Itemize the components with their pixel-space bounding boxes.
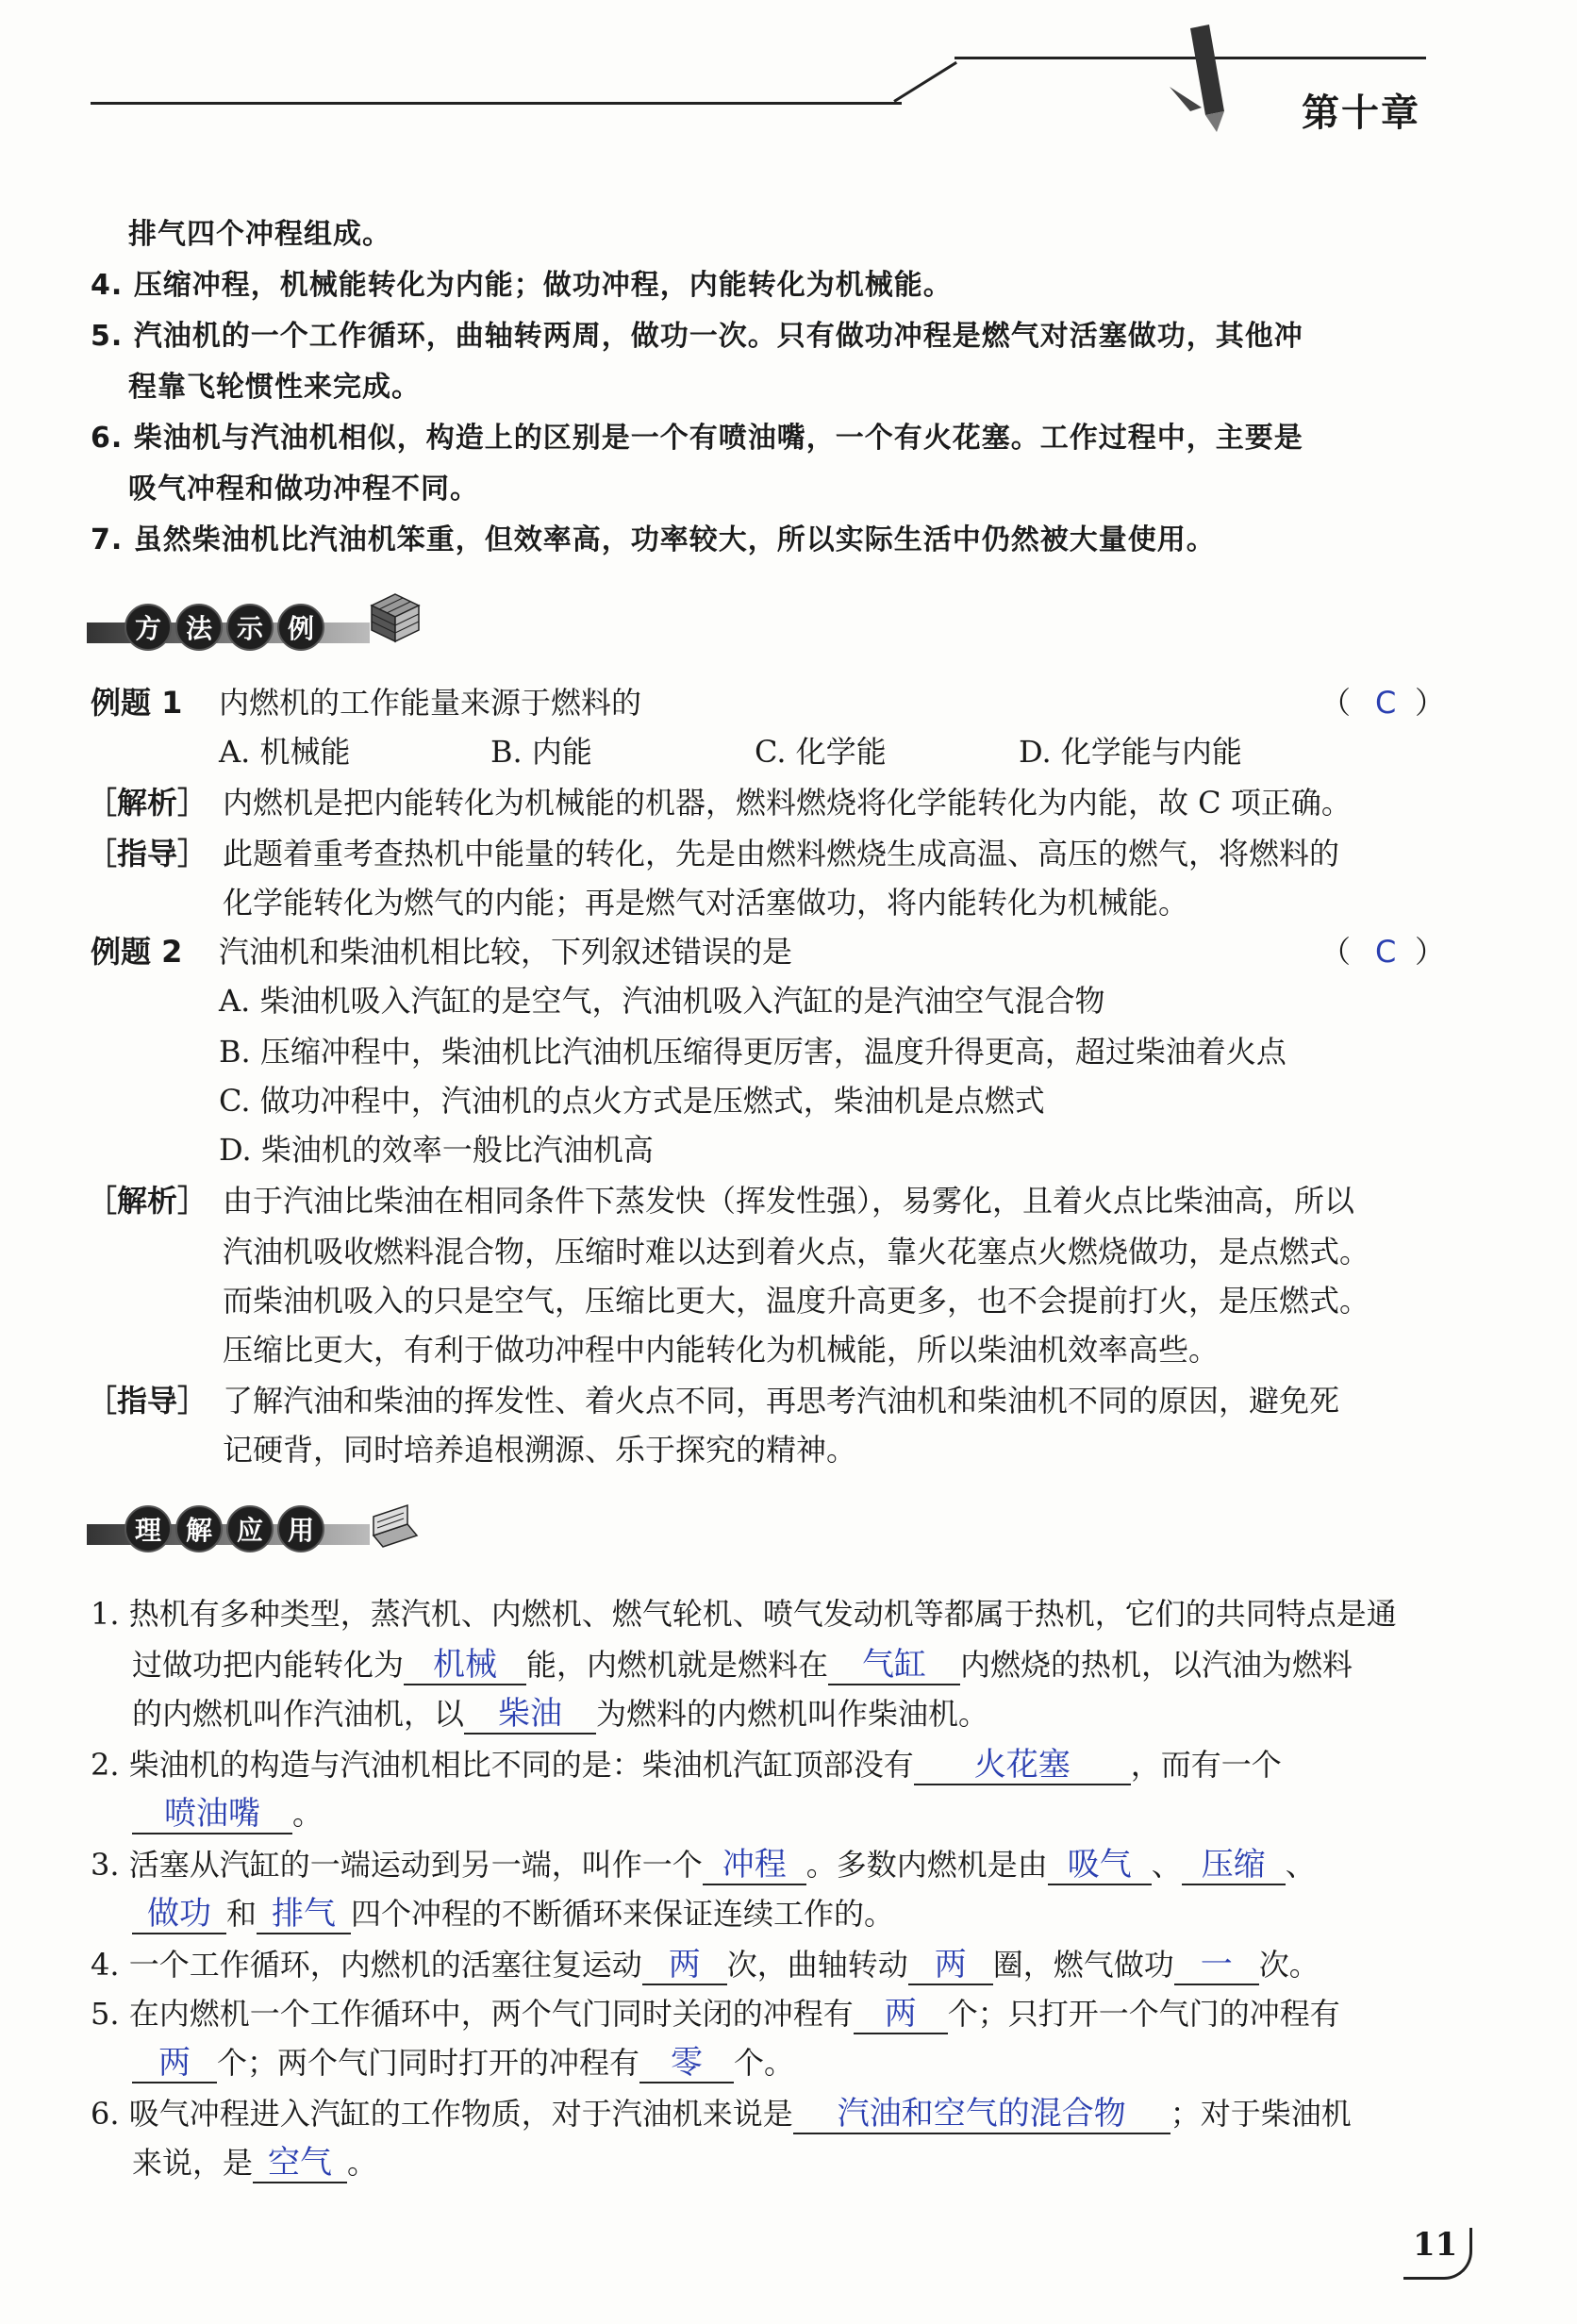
exercise-text: 来说，是 bbox=[132, 2145, 254, 2181]
summary-line: 7. 虽然柴油机比汽油机笨重，但效率高，功率较大，所以实际生活中仍然被大量使用。 bbox=[91, 523, 1216, 556]
example-1-answer: C bbox=[1375, 685, 1397, 721]
exercise-text: 的内燃机叫作汽油机，以 bbox=[132, 1696, 465, 1732]
answer-blank: 两 bbox=[854, 1995, 948, 2034]
exercise-text: 。多数内燃机是由 bbox=[805, 1847, 1048, 1883]
exercise-text: 、 bbox=[1285, 1847, 1316, 1883]
notebook-icon bbox=[370, 1498, 421, 1549]
example-2-option: C. 做功冲程中，汽油机的点火方式是压燃式，柴油机是点燃式 bbox=[219, 1083, 1045, 1119]
answer-blank: 两 bbox=[642, 1946, 727, 1985]
answer-paren-close: ） bbox=[1415, 685, 1446, 721]
section-banner-methods bbox=[87, 604, 370, 653]
answer-blank: 排气 bbox=[257, 1895, 351, 1934]
banner-char: 解 bbox=[175, 1505, 223, 1552]
summary-line: 5. 汽油机的一个工作循环，曲轴转两周，做功一次。只有做功冲程是燃气对活塞做功，其他冲 bbox=[91, 320, 1303, 353]
exercise-text: 圈，燃气做功 bbox=[992, 1947, 1174, 1983]
exercise-text: 四个冲程的不断循环来保证连续工作的。 bbox=[351, 1896, 895, 1932]
banner-char: 理 bbox=[124, 1505, 172, 1552]
banner-char: 例 bbox=[277, 604, 324, 651]
exercise-text: 个；只打开一个气门的冲程有 bbox=[947, 1996, 1340, 2032]
banner-char: 用 bbox=[277, 1505, 324, 1552]
example-2-option: A. 柴油机吸入汽缸的是空气，汽油机吸入汽缸的是汽油空气混合物 bbox=[219, 983, 1105, 1019]
exercise-text: 能，内燃机就是燃料在 bbox=[526, 1647, 829, 1683]
exercise-text: 5. 在内燃机一个工作循环中，两个气门同时关闭的冲程有 bbox=[91, 1996, 854, 2032]
answer-paren-open: （ bbox=[1320, 685, 1352, 721]
exercise-2-line bbox=[91, 1739, 1282, 1790]
chapter-title: 第十章 bbox=[1302, 91, 1420, 135]
exercise-text: 3. 活塞从汽缸的一端运动到另一端，叫作一个 bbox=[91, 1847, 703, 1883]
answer-blank: 吸气 bbox=[1048, 1846, 1152, 1885]
exercise-text: 6. 吸气冲程进入汽缸的工作物质，对于汽油机来说是 bbox=[91, 2096, 793, 2132]
guide-label: ［指导］ bbox=[87, 1383, 208, 1419]
answer-blank: 冲程 bbox=[703, 1846, 806, 1885]
exercise-6-line bbox=[91, 2088, 1352, 2139]
page-number: 11 bbox=[1413, 2226, 1458, 2264]
exercise-text: 。 bbox=[292, 1796, 324, 1832]
example-1-option: B. 内能 bbox=[490, 734, 592, 770]
exercise-text: ，而有一个 bbox=[1130, 1747, 1282, 1783]
exercise-3-line bbox=[132, 1888, 894, 1939]
exercise-5-line bbox=[91, 1988, 1340, 2039]
summary-line: 吸气冲程和做功冲程不同。 bbox=[128, 473, 479, 506]
example-2-label: 例题 2 bbox=[91, 934, 183, 970]
example-2-analysis-line: 而柴油机吸入的只是空气，压缩比更大，温度升高更多，也不会提前打火，是压燃式。 bbox=[223, 1283, 1370, 1319]
summary-line: 程靠飞轮惯性来完成。 bbox=[128, 371, 421, 404]
exercise-4-line bbox=[91, 1939, 1320, 1990]
exercise-2-line bbox=[132, 1788, 323, 1839]
answer-blank: 压缩 bbox=[1182, 1846, 1286, 1885]
exercise-text: 和 bbox=[226, 1896, 257, 1932]
exercise-6-line bbox=[132, 2137, 377, 2188]
example-2-guide-line: 记硬背，同时培养追根溯源、乐于探究的精神。 bbox=[223, 1432, 857, 1468]
answer-blank: 气缸 bbox=[828, 1646, 960, 1685]
example-2-option: D. 柴油机的效率一般比汽油机高 bbox=[219, 1132, 654, 1168]
answer-blank: 汽油和空气的混合物 bbox=[793, 2095, 1170, 2134]
section-banner-application bbox=[87, 1505, 370, 1554]
summary-list bbox=[91, 209, 1439, 566]
example-2-analysis-line: 压缩比更大，有利于做功冲程中内能转化为机械能，所以柴油机效率高些。 bbox=[223, 1332, 1220, 1368]
answer-blank: 做功 bbox=[132, 1895, 226, 1934]
exercise-5-line bbox=[132, 2037, 794, 2088]
answer-blank: 两 bbox=[132, 2044, 217, 2083]
pencil-icon bbox=[1162, 21, 1237, 134]
example-2-answer: C bbox=[1375, 934, 1397, 970]
answer-blank: 柴油 bbox=[464, 1695, 596, 1735]
answer-blank: 空气 bbox=[253, 2144, 347, 2183]
exercise-text: 个；两个气门同时打开的冲程有 bbox=[217, 2045, 640, 2081]
example-1-label: 例题 1 bbox=[91, 685, 183, 721]
header-rule bbox=[91, 102, 902, 105]
banner-char: 方 bbox=[124, 604, 172, 651]
analysis-label: ［解析］ bbox=[87, 1183, 208, 1219]
example-1-guide-line: 此题着重考查热机中能量的转化，先是由燃料燃烧生成高温、高压的燃气，将燃料的 bbox=[223, 836, 1340, 872]
answer-blank: 一 bbox=[1174, 1946, 1259, 1985]
banner-char: 示 bbox=[226, 604, 274, 651]
exercise-text: 个。 bbox=[734, 2045, 795, 2081]
exercise-3-line bbox=[91, 1839, 1316, 1890]
exercise-text: 次。 bbox=[1258, 1947, 1320, 1983]
summary-line: 4. 压缩冲程，机械能转化为内能；做功冲程，内能转化为机械能。 bbox=[91, 269, 953, 302]
exercise-text: 过做功把内能转化为 bbox=[132, 1647, 405, 1683]
example-2-option: B. 压缩冲程中，柴油机比汽油机压缩得更厉害，温度升得更高，超过柴油着火点 bbox=[219, 1034, 1286, 1070]
exercise-1-line bbox=[132, 1688, 988, 1739]
banner-char: 应 bbox=[226, 1505, 274, 1552]
exercise-text: ；对于柴油机 bbox=[1170, 2096, 1352, 2132]
exercise-text: 内燃烧的热机，以汽油为燃料 bbox=[960, 1647, 1353, 1683]
rubiks-cube-icon bbox=[370, 592, 421, 643]
summary-line: 排气四个冲程组成。 bbox=[128, 218, 391, 251]
exercise-text: 2. 柴油机的构造与汽油机相比不同的是：柴油机汽缸顶部没有 bbox=[91, 1747, 914, 1783]
example-2-question: 汽油机和柴油机相比较，下列叙述错误的是 bbox=[219, 934, 793, 970]
exercise-text: 次，曲轴转动 bbox=[726, 1947, 908, 1983]
guide-label: ［指导］ bbox=[87, 836, 208, 872]
example-1-question: 内燃机的工作能量来源于燃料的 bbox=[219, 685, 642, 721]
example-1-option: D. 化学能与内能 bbox=[1019, 734, 1242, 770]
exercise-text: 4. 一个工作循环，内燃机的活塞往复运动 bbox=[91, 1947, 642, 1983]
answer-blank: 喷油嘴 bbox=[132, 1795, 292, 1834]
header-rule-slant bbox=[893, 61, 957, 103]
example-1-guide-line: 化学能转化为燃气的内能；再是燃气对活塞做功，将内能转化为机械能。 bbox=[223, 885, 1189, 921]
example-1-option: A. 机械能 bbox=[219, 734, 351, 770]
answer-blank: 零 bbox=[639, 2044, 734, 2083]
analysis-label: ［解析］ bbox=[87, 785, 208, 821]
answer-blank: 机械 bbox=[404, 1646, 526, 1685]
exercise-1-line: 1. 热机有多种类型，蒸汽机、内燃机、燃气轮机、喷气发动机等都属于热机，它们的共同特点是通 bbox=[91, 1596, 1397, 1632]
exercise-text: 。 bbox=[347, 2145, 378, 2181]
exercise-text: 、 bbox=[1151, 1847, 1182, 1883]
example-1-option: C. 化学能 bbox=[755, 734, 887, 770]
example-2-guide-line: 了解汽油和柴油的挥发性、着火点不同，再思考汽油机和柴油机不同的原因，避免死 bbox=[223, 1383, 1340, 1419]
example-1-analysis: 内燃机是把内能转化为机械能的机器，燃料燃烧将化学能转化为内能，故 C 项正确。 bbox=[223, 785, 1352, 821]
answer-paren-close: ） bbox=[1415, 934, 1446, 970]
exercise-1-line bbox=[132, 1639, 1353, 1690]
example-2-analysis-line: 由于汽油比柴油在相同条件下蒸发快（挥发性强），易雾化，且着火点比柴油高，所以 bbox=[223, 1183, 1355, 1219]
example-2-analysis-line: 汽油机吸收燃料混合物，压缩时难以达到着火点，靠火花塞点火燃烧做功，是点燃式。 bbox=[223, 1234, 1370, 1270]
exercise-text: 为燃料的内燃机叫作柴油机。 bbox=[596, 1696, 989, 1732]
summary-line: 6. 柴油机与汽油机相似，构造上的区别是一个有喷油嘴，一个有火花塞。工作过程中，主要是 bbox=[91, 422, 1303, 455]
answer-paren-open: （ bbox=[1320, 934, 1352, 970]
answer-blank: 两 bbox=[908, 1946, 993, 1985]
banner-char: 法 bbox=[175, 604, 223, 651]
answer-blank: 火花塞 bbox=[914, 1746, 1131, 1785]
